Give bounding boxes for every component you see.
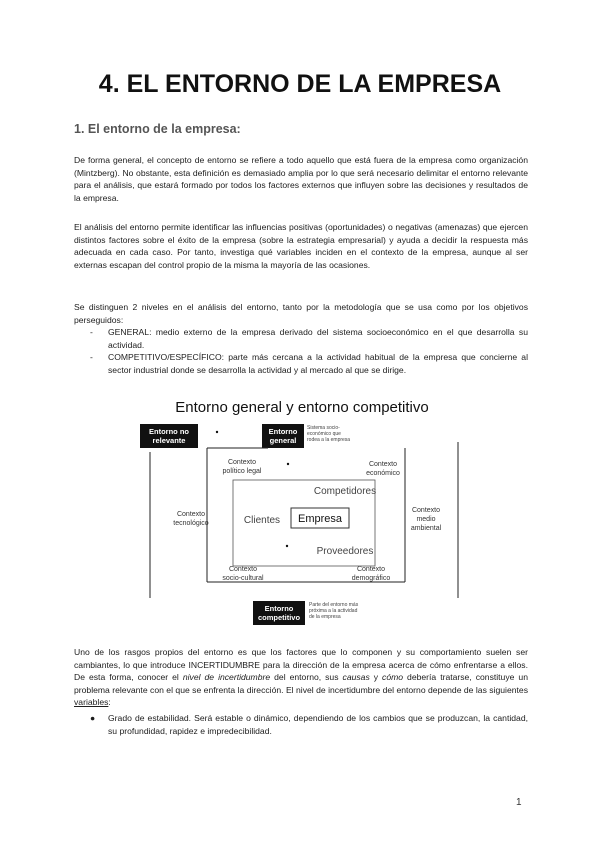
svg-text:político legal: político legal <box>222 468 262 475</box>
context-environmental: Contexto <box>411 507 441 514</box>
svg-text:económico: económico <box>366 470 400 477</box>
levels-list <box>74 326 528 376</box>
section-heading: 1. El entorno de la empresa: <box>74 122 241 136</box>
legend-competitive-label: Entorno <box>264 604 294 613</box>
svg-text:rodea a la empresa: rodea a la empresa <box>307 437 351 443</box>
svg-text:tecnológico: tecnológico <box>173 520 209 527</box>
context-sociocultural: Contexto <box>228 566 258 573</box>
svg-text:medio: medio <box>416 516 436 523</box>
page-number: 1 <box>516 797 522 808</box>
diagram-title: Entorno general y entorno competitivo <box>175 399 429 416</box>
paragraph-definition: De forma general, el concepto de entorno se refiere a todo aquello que está fuera de la empresa como organización (Mintzberg). No obstante, esta definición es demasiado amplia por lo que será necesario delimitar el entorno relevante para el análisis, que estará formado por todos los factores externos que influyen sobre las decisiones y resultados de la empresa. <box>74 155 528 203</box>
list-item: - COMPETITIVO/ESPECÍFICO: parte más cercana a la actividad habitual de la empresa que concierne al sector industrial donde se desarrolla la actividad y al mercado al que se dirige. <box>90 352 528 375</box>
legend-general-label: Entorno <box>268 427 298 436</box>
dot-marker <box>287 463 289 465</box>
svg-text:competitivo: competitivo <box>257 613 301 622</box>
context-political: Contexto <box>227 459 257 466</box>
suppliers-label: Proveedores <box>316 546 374 557</box>
svg-text:próxima a la actividad: próxima a la actividad <box>309 608 358 614</box>
environment-diagram <box>140 396 465 626</box>
svg-text:relevante: relevante <box>152 436 186 445</box>
list-item: - GENERAL: medio externo de la empresa derivado del sistema socioeconómico en el que desarrolla su actividad. <box>90 327 528 350</box>
page-title: 4. EL ENTORNO DE LA EMPRESA <box>98 70 502 98</box>
legend-competitive-description: Parte del entorno más <box>309 602 359 608</box>
svg-text:general: general <box>269 436 297 445</box>
competitors-label: Competidores <box>313 486 377 497</box>
clients-label: Clientes <box>243 515 281 526</box>
legend-not-relevant-label: Entorno no <box>149 427 189 436</box>
dot-marker <box>216 431 218 433</box>
context-technological: Contexto <box>176 511 206 518</box>
paragraph-levels-intro: Se distinguen 2 niveles en el análisis del entorno, tanto por la metodología que se usa como por los objetivos perseguidos: <box>74 302 528 325</box>
legend-general-description: Sistema socio- <box>307 425 340 431</box>
svg-text:socio-cultural: socio-cultural <box>222 575 264 582</box>
company-label: Empresa <box>297 513 343 525</box>
paragraph-analysis: El análisis del entorno permite identificar las influencias positivas (oportunidades) o negativas (amenazas) que ejercen distintos factores sobre el éxito de la empresa (sobre la estrategia empresarial) y ayuda a decidir la respuesta más adecuada en cada caso. Por tanto, investiga qué variables inciden en el contexto de la empresa, aunque al ser externas escapan del control propio de la misma la mayoría de las ocasiones. <box>74 222 528 270</box>
context-demographic: Contexto <box>356 566 386 573</box>
svg-text:demográfico: demográfico <box>351 575 391 582</box>
variables-list <box>74 712 528 737</box>
paragraph-uncertainty: Uno de los rasgos propios del entorno es que los factores que lo componen y su comportamiento suelen ser cambiantes, lo que introduce INCERTIDUMBRE para la dirección de la empresa acerca de cómo enfrentarse a ellos. De esta forma, conocer el nivel de incertidumbre del entorno, sus causas y cómo debería tratarse, constituye un problema relevante con el que se enfrenta la dirección. El nivel de incertidumbre del entorno depende de las siguientes variables: <box>74 647 528 707</box>
list-item: ● Grado de estabilidad. Será estable o dinámico, dependiendo de los cambios que se produzcan, la cantidad, su profundidad, rapidez e impredecibilidad. <box>90 713 528 736</box>
svg-text:económico que: económico que <box>307 431 341 437</box>
context-economic: Contexto <box>368 461 398 468</box>
svg-text:de la empresa: de la empresa <box>309 614 341 620</box>
svg-text:ambiental: ambiental <box>410 525 442 532</box>
dot-marker <box>286 545 288 547</box>
